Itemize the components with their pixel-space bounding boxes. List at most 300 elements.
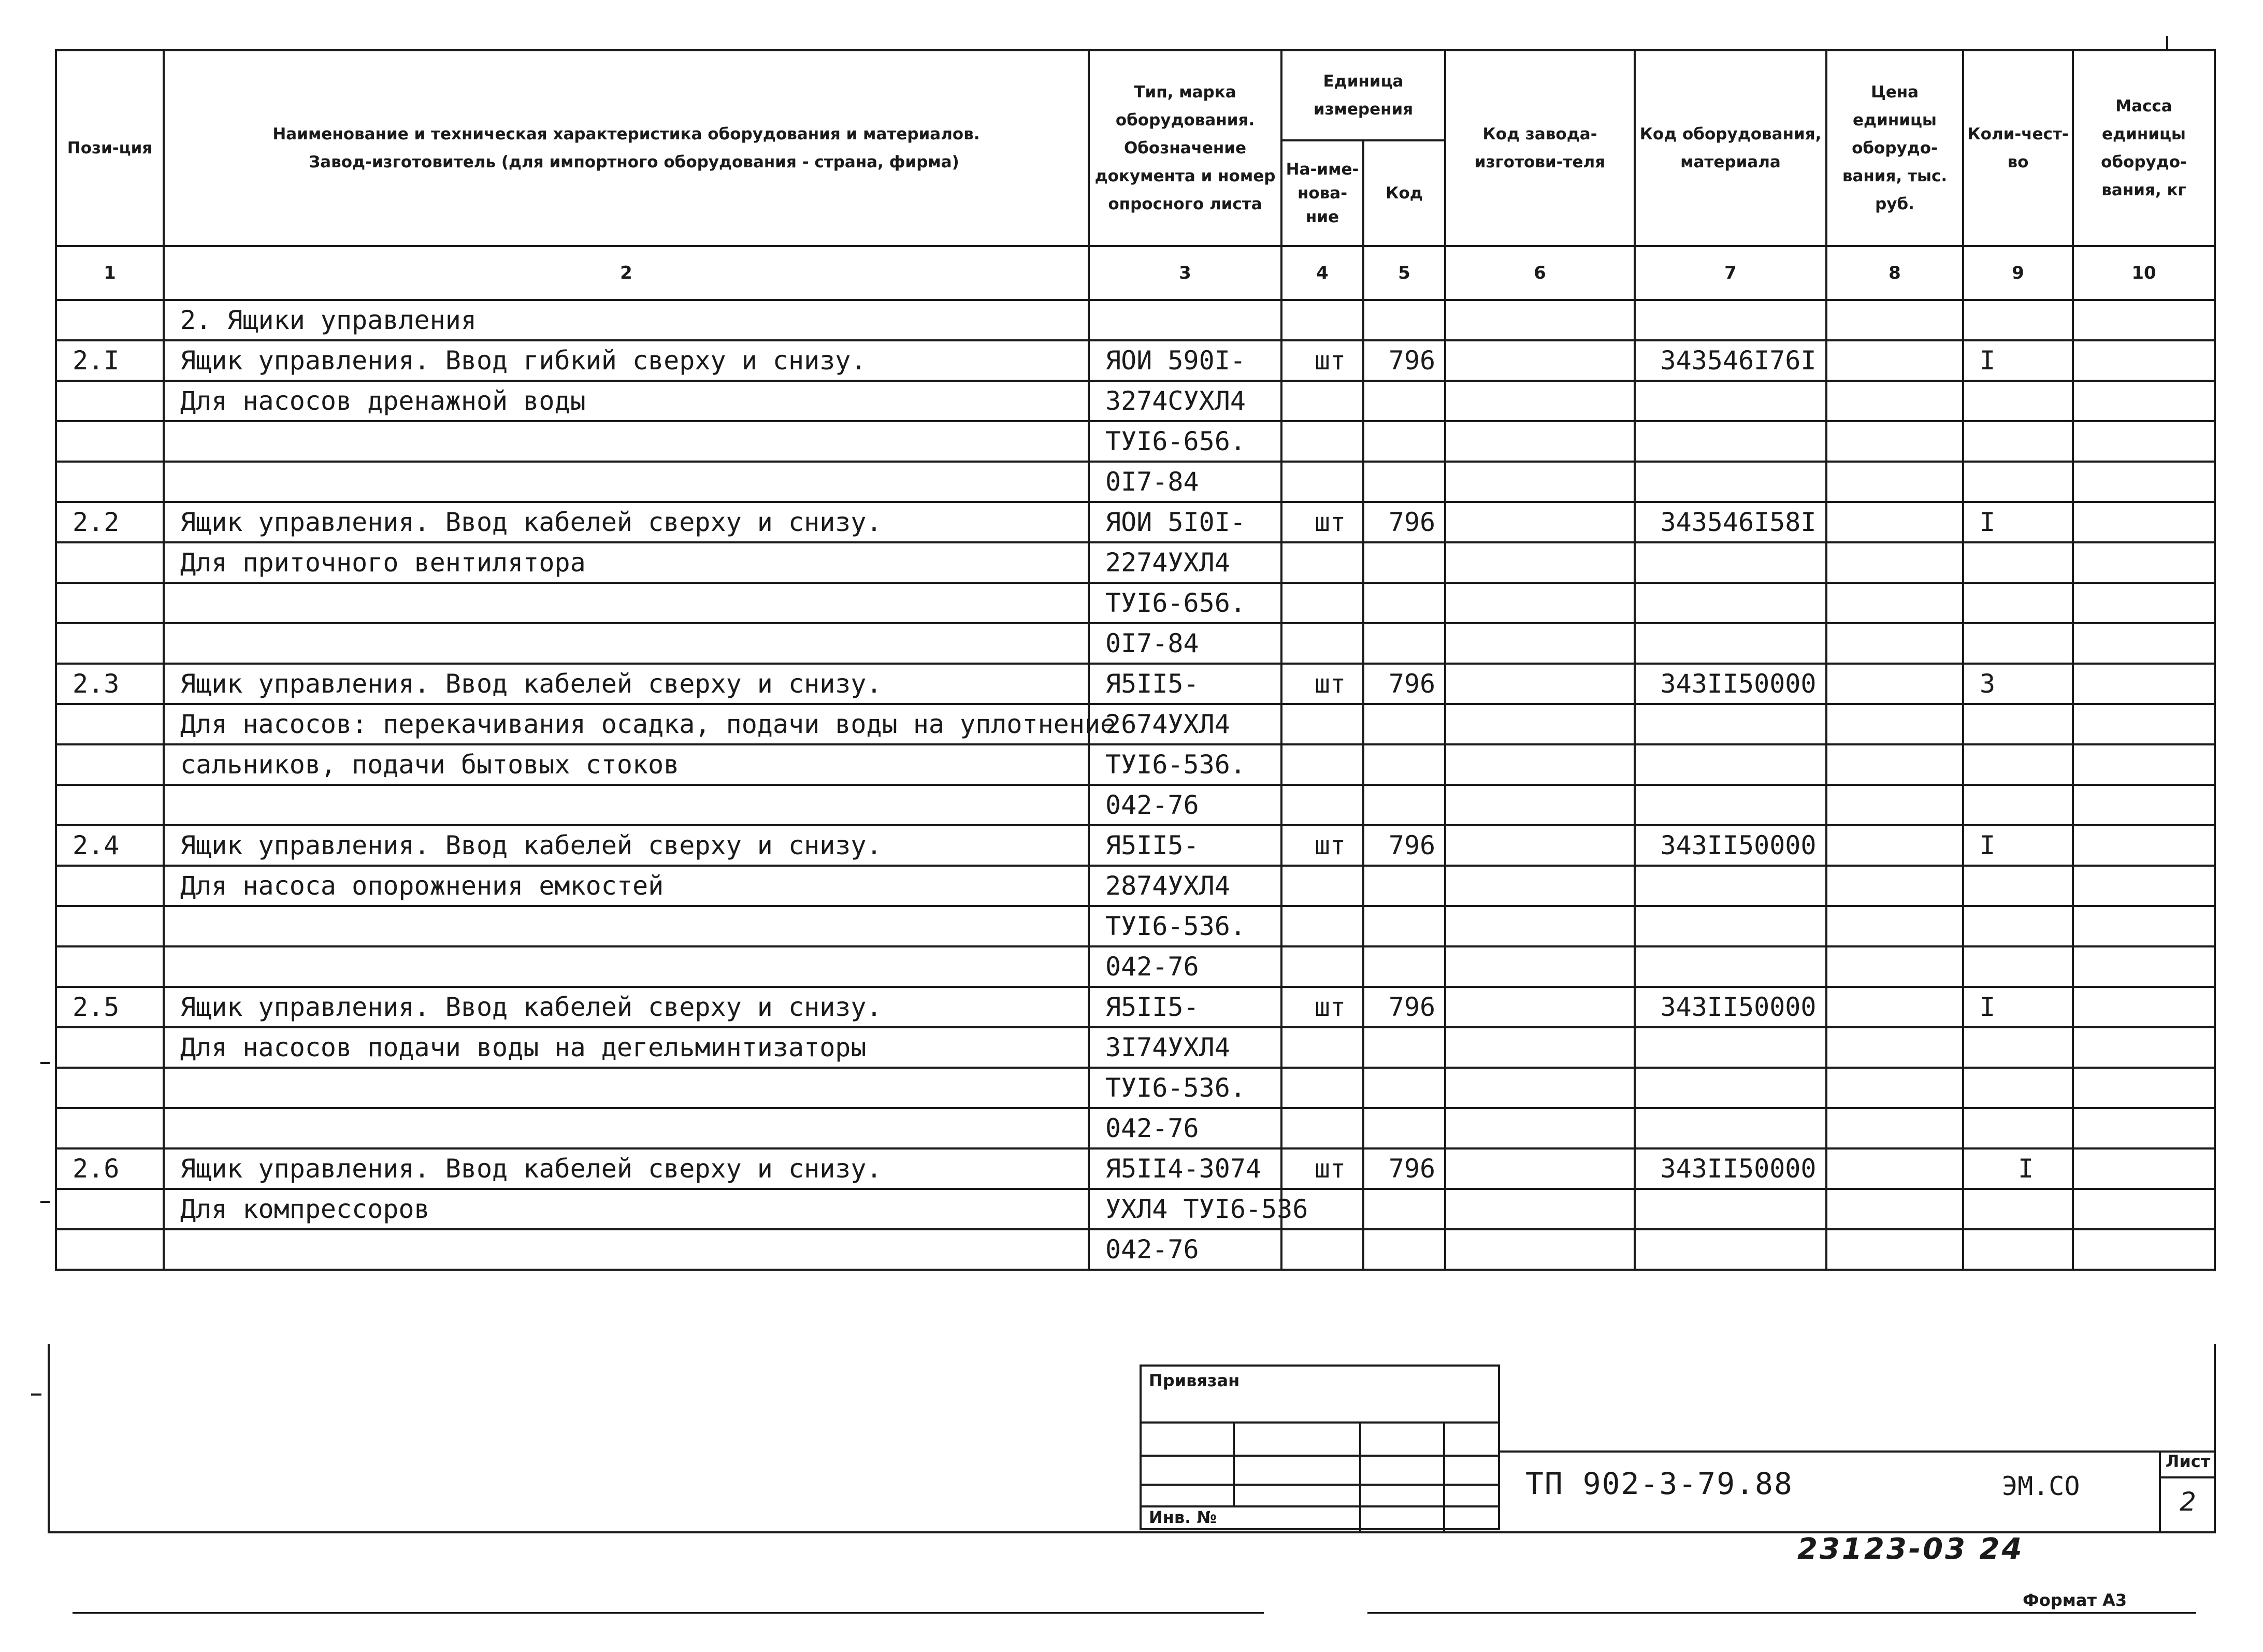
unit-cell: шт [1281, 340, 1363, 381]
column-number: 4 [1281, 246, 1363, 300]
type-cell: ТУI6-656. [1089, 583, 1281, 623]
price-cell [1826, 623, 1963, 664]
unit-code-cell: 796 [1363, 1148, 1445, 1189]
quantity-cell: I [1963, 1148, 2073, 1189]
unit-code-cell [1363, 462, 1445, 502]
equipment-code-cell: 343II50000 [1635, 664, 1826, 704]
factory-code-cell [1445, 906, 1635, 946]
header-equipment-code: Код оборудования, материала [1635, 50, 1826, 246]
price-cell [1826, 340, 1963, 381]
item-row [56, 825, 2215, 866]
factory-code-cell [1445, 502, 1635, 542]
mass-cell [2073, 381, 2215, 421]
name-cell: Ящик управления. Ввод кабелей сверху и снизу. [164, 1148, 1089, 1189]
item-continuation-row [56, 1027, 2215, 1068]
mass-cell [2073, 825, 2215, 866]
unit-cell [1281, 906, 1363, 946]
name-cell [164, 462, 1089, 502]
unit-code-cell [1363, 1108, 1445, 1148]
equipment-code-cell [1635, 1189, 1826, 1229]
equipment-code-cell: 343546I76I [1635, 340, 1826, 381]
cut-line [73, 1612, 1264, 1614]
name-cell: Ящик управления. Ввод гибкий сверху и снизу. [164, 340, 1089, 381]
type-cell: 0I7-84 [1089, 462, 1281, 502]
header-unit-group: Единица измерения [1281, 50, 1445, 140]
mass-cell [2073, 906, 2215, 946]
mass-cell [2073, 1027, 2215, 1068]
unit-code-cell: 796 [1363, 664, 1445, 704]
factory-code-cell [1445, 744, 1635, 785]
equipment-code-cell [1635, 906, 1826, 946]
margin-tick [2166, 36, 2168, 50]
type-cell: 2674УХЛ4 [1089, 704, 1281, 744]
equipment-code-cell [1635, 785, 1826, 825]
item-continuation-row [56, 1189, 2215, 1229]
inventory-label: Инв. № [1149, 1507, 1217, 1527]
bottom-frame [48, 1344, 2216, 1533]
header-name-line1: Наименование и техническая характеристика оборудования и материалов. [272, 125, 980, 143]
title-block-line [1500, 1450, 2215, 1453]
factory-code-cell [1445, 825, 1635, 866]
unit-cell [1281, 785, 1363, 825]
name-cell [164, 1229, 1089, 1270]
mass-cell [2073, 1229, 2215, 1270]
position-cell: 2.4 [56, 825, 164, 866]
item-continuation-row [56, 946, 2215, 987]
factory-code-cell [1445, 664, 1635, 704]
name-cell: сальников, подачи бытовых стоков [164, 744, 1089, 785]
price-cell [1826, 704, 1963, 744]
mass-cell [2073, 866, 2215, 906]
table-body [56, 300, 2215, 1270]
unit-cell [1281, 704, 1363, 744]
type-cell: ТУI6-656. [1089, 421, 1281, 462]
item-continuation-row [56, 1068, 2215, 1108]
unit-cell [1281, 1068, 1363, 1108]
price-cell [1826, 785, 1963, 825]
quantity-cell [1963, 744, 2073, 785]
quantity-cell [1963, 1229, 2073, 1270]
header-mass: Масса единицы оборудо-вания, кг [2073, 50, 2215, 246]
column-number: 8 [1826, 246, 1963, 300]
unit-cell [1281, 866, 1363, 906]
cut-line [1367, 1612, 2196, 1614]
header-position: Пози-ция [56, 50, 164, 246]
inventory-number: 23123-03 24 [1797, 1532, 2024, 1566]
name-cell [164, 785, 1089, 825]
quantity-cell: 3 [1963, 664, 2073, 704]
position-cell [56, 623, 164, 664]
mass-cell [2073, 744, 2215, 785]
equipment-code-cell: 343II50000 [1635, 987, 1826, 1027]
quantity-cell [1963, 381, 2073, 421]
type-cell: Я5II5- [1089, 825, 1281, 866]
equipment-code-cell [1635, 583, 1826, 623]
item-row [56, 1148, 2215, 1189]
quantity-cell [1963, 1108, 2073, 1148]
mass-cell [2073, 421, 2215, 462]
quantity-cell [1963, 421, 2073, 462]
factory-code-cell [1445, 583, 1635, 623]
mass-cell [2073, 664, 2215, 704]
mass-cell [2073, 583, 2215, 623]
equipment-code-cell [1635, 462, 1826, 502]
unit-cell [1281, 946, 1363, 987]
factory-code-cell [1445, 785, 1635, 825]
factory-code-cell [1445, 704, 1635, 744]
mass-cell [2073, 502, 2215, 542]
equipment-code-cell [1635, 1108, 1826, 1148]
quantity-cell [1963, 623, 2073, 664]
sheet-box-divider [2161, 1476, 2215, 1478]
quantity-cell: I [1963, 987, 2073, 1027]
position-cell [56, 946, 164, 987]
equipment-code-cell [1635, 1027, 1826, 1068]
item-continuation-row [56, 381, 2215, 421]
stamp-divider [1443, 1421, 1445, 1532]
header-name-line2: Завод-изготовитель (для импортного оборудования - страна, фирма) [309, 153, 959, 171]
factory-code-cell [1445, 1068, 1635, 1108]
mass-cell [2073, 785, 2215, 825]
item-continuation-row [56, 421, 2215, 462]
item-continuation-row [56, 906, 2215, 946]
mass-cell [2073, 987, 2215, 1027]
position-cell [56, 381, 164, 421]
mass-cell [2073, 1189, 2215, 1229]
mass-cell [2073, 542, 2215, 583]
quantity-cell [1963, 583, 2073, 623]
position-cell [56, 1108, 164, 1148]
name-cell: Для насосов подачи воды на дегельминтизаторы [164, 1027, 1089, 1068]
unit-cell: шт [1281, 664, 1363, 704]
equipment-code-cell: 343II50000 [1635, 825, 1826, 866]
mass-cell [2073, 1108, 2215, 1148]
name-cell: Для насоса опорожнения емкостей [164, 866, 1089, 906]
type-cell: 3274СУХЛ4 [1089, 381, 1281, 421]
mass-cell [2073, 340, 2215, 381]
unit-cell: шт [1281, 502, 1363, 542]
type-cell: ЯОИ 590I- [1089, 340, 1281, 381]
equipment-code-cell [1635, 623, 1826, 664]
sheet-label: Лист [2165, 1452, 2211, 1471]
unit-cell [1281, 744, 1363, 785]
unit-cell [1281, 462, 1363, 502]
unit-code-cell [1363, 946, 1445, 987]
mass-cell [2073, 462, 2215, 502]
item-row [56, 340, 2215, 381]
price-cell [1826, 421, 1963, 462]
column-number: 7 [1635, 246, 1826, 300]
type-cell: 2874УХЛ4 [1089, 866, 1281, 906]
name-cell [164, 906, 1089, 946]
quantity-cell [1963, 704, 2073, 744]
price-cell [1826, 583, 1963, 623]
stamp-divider [1233, 1421, 1235, 1505]
header-quantity: Коли-чест-во [1963, 50, 2073, 246]
item-row [56, 987, 2215, 1027]
unit-code-cell [1363, 704, 1445, 744]
item-continuation-row [56, 542, 2215, 583]
factory-code-cell [1445, 623, 1635, 664]
price-cell [1826, 502, 1963, 542]
position-cell [56, 542, 164, 583]
type-cell: Я5II5- [1089, 987, 1281, 1027]
unit-code-cell [1363, 744, 1445, 785]
factory-code-cell [1445, 421, 1635, 462]
position-cell [56, 1027, 164, 1068]
column-number: 2 [164, 246, 1089, 300]
name-cell [164, 946, 1089, 987]
item-continuation-row [56, 744, 2215, 785]
unit-code-cell: 796 [1363, 340, 1445, 381]
type-cell: ЯОИ 5I0I- [1089, 502, 1281, 542]
quantity-cell [1963, 1027, 2073, 1068]
price-cell [1826, 825, 1963, 866]
column-number: 5 [1363, 246, 1445, 300]
name-cell [164, 1108, 1089, 1148]
specification-table [55, 49, 2216, 1271]
type-cell: 042-76 [1089, 1229, 1281, 1270]
factory-code-cell [1445, 1148, 1635, 1189]
price-cell [1826, 946, 1963, 987]
margin-tick [31, 1394, 41, 1396]
unit-cell [1281, 1229, 1363, 1270]
equipment-code-cell [1635, 744, 1826, 785]
factory-code-cell [1445, 542, 1635, 583]
item-continuation-row [56, 866, 2215, 906]
position-cell [56, 1068, 164, 1108]
item-continuation-row [56, 704, 2215, 744]
equipment-code-cell [1635, 866, 1826, 906]
name-cell: Для компрессоров [164, 1189, 1089, 1229]
position-cell: 2.5 [56, 987, 164, 1027]
unit-code-cell: 796 [1363, 825, 1445, 866]
type-cell: УХЛ4 ТУI6-536 [1089, 1189, 1281, 1229]
quantity-cell [1963, 542, 2073, 583]
quantity-cell [1963, 1068, 2073, 1108]
unit-cell: шт [1281, 1148, 1363, 1189]
margin-tick [40, 1201, 50, 1203]
unit-code-cell [1363, 906, 1445, 946]
price-cell [1826, 866, 1963, 906]
unit-code-cell [1363, 1027, 1445, 1068]
equipment-code-cell [1635, 381, 1826, 421]
type-cell: ТУI6-536. [1089, 744, 1281, 785]
margin-tick [40, 1062, 50, 1064]
item-continuation-row [56, 785, 2215, 825]
unit-cell [1281, 381, 1363, 421]
position-cell [56, 462, 164, 502]
item-row [56, 664, 2215, 704]
quantity-cell: I [1963, 502, 2073, 542]
unit-cell [1281, 623, 1363, 664]
column-number: 9 [1963, 246, 2073, 300]
item-row [56, 502, 2215, 542]
mass-cell [2073, 1068, 2215, 1108]
equipment-code-cell [1635, 946, 1826, 987]
equipment-code-cell [1635, 1068, 1826, 1108]
header-unit-code: Код [1363, 140, 1445, 246]
format-label: Формат А3 [2023, 1590, 2127, 1610]
sheet-number-box [2159, 1450, 2215, 1533]
unit-code-cell [1363, 1229, 1445, 1270]
item-continuation-row [56, 1229, 2215, 1270]
section-title: 2. Ящики управления [164, 300, 1089, 340]
factory-code-cell [1445, 1027, 1635, 1068]
unit-code-cell [1363, 866, 1445, 906]
position-cell [56, 583, 164, 623]
position-cell [56, 704, 164, 744]
name-cell: Ящик управления. Ввод кабелей сверху и снизу. [164, 987, 1089, 1027]
equipment-code-cell: 343II50000 [1635, 1148, 1826, 1189]
type-cell: 042-76 [1089, 1108, 1281, 1148]
name-cell [164, 1068, 1089, 1108]
section-row [56, 300, 2215, 340]
equipment-code-cell [1635, 421, 1826, 462]
document-mark: ЭМ.СО [2002, 1471, 2080, 1501]
document-code: ТП 902-3-79.88 [1525, 1466, 1793, 1501]
unit-code-cell [1363, 381, 1445, 421]
price-cell [1826, 1229, 1963, 1270]
name-cell: Ящик управления. Ввод кабелей сверху и снизу. [164, 664, 1089, 704]
header-factory-code: Код завода-изготови-теля [1445, 50, 1635, 246]
quantity-cell [1963, 906, 2073, 946]
name-cell [164, 583, 1089, 623]
item-continuation-row [56, 462, 2215, 502]
factory-code-cell [1445, 462, 1635, 502]
binding-label: Привязан [1149, 1371, 1240, 1390]
unit-code-cell [1363, 1068, 1445, 1108]
price-cell [1826, 987, 1963, 1027]
name-cell: Для насосов дренажной воды [164, 381, 1089, 421]
price-cell [1826, 906, 1963, 946]
factory-code-cell [1445, 381, 1635, 421]
item-continuation-row [56, 583, 2215, 623]
item-continuation-row [56, 1108, 2215, 1148]
type-cell: ТУI6-536. [1089, 906, 1281, 946]
type-cell: 042-76 [1089, 946, 1281, 987]
price-cell [1826, 1108, 1963, 1148]
unit-code-cell [1363, 421, 1445, 462]
column-number: 1 [56, 246, 164, 300]
unit-code-cell [1363, 623, 1445, 664]
quantity-cell [1963, 462, 2073, 502]
type-cell: 042-76 [1089, 785, 1281, 825]
mass-cell [2073, 704, 2215, 744]
price-cell [1826, 381, 1963, 421]
equipment-code-cell [1635, 1229, 1826, 1270]
column-number: 6 [1445, 246, 1635, 300]
name-cell: Для приточного вентилятора [164, 542, 1089, 583]
factory-code-cell [1445, 1108, 1635, 1148]
price-cell [1826, 1148, 1963, 1189]
price-cell [1826, 1068, 1963, 1108]
unit-cell: шт [1281, 987, 1363, 1027]
type-cell: Я5II5- [1089, 664, 1281, 704]
type-cell: 3I74УХЛ4 [1089, 1027, 1281, 1068]
factory-code-cell [1445, 1229, 1635, 1270]
header-unit-name: На-име-нова-ние [1281, 140, 1363, 246]
mass-cell [2073, 623, 2215, 664]
equipment-code-cell: 343546I58I [1635, 502, 1826, 542]
name-cell [164, 623, 1089, 664]
unit-cell [1281, 1108, 1363, 1148]
factory-code-cell [1445, 946, 1635, 987]
price-cell [1826, 542, 1963, 583]
position-cell [56, 785, 164, 825]
quantity-cell [1963, 946, 2073, 987]
price-cell [1826, 462, 1963, 502]
price-cell [1826, 664, 1963, 704]
factory-code-cell [1445, 987, 1635, 1027]
stamp-divider [1359, 1421, 1361, 1532]
price-cell [1826, 1189, 1963, 1229]
type-cell: ТУI6-536. [1089, 1068, 1281, 1108]
factory-code-cell [1445, 1189, 1635, 1229]
column-number: 10 [2073, 246, 2215, 300]
name-cell [164, 421, 1089, 462]
position-cell [56, 744, 164, 785]
unit-code-cell: 796 [1363, 502, 1445, 542]
unit-cell [1281, 583, 1363, 623]
unit-cell: шт [1281, 825, 1363, 866]
quantity-cell [1963, 1189, 2073, 1229]
name-cell: Ящик управления. Ввод кабелей сверху и снизу. [164, 825, 1089, 866]
header-price: Цена единицы оборудо-вания, тыс. руб. [1826, 50, 1963, 246]
unit-code-cell [1363, 785, 1445, 825]
position-cell: 2.2 [56, 502, 164, 542]
quantity-cell: I [1963, 340, 2073, 381]
unit-cell [1281, 542, 1363, 583]
quantity-cell [1963, 866, 2073, 906]
position-cell [56, 906, 164, 946]
type-cell: 0I7-84 [1089, 623, 1281, 664]
unit-code-cell [1363, 542, 1445, 583]
column-numbers-row [56, 246, 2215, 300]
unit-code-cell [1363, 1189, 1445, 1229]
mass-cell [2073, 1148, 2215, 1189]
sheet-number: 2 [2180, 1487, 2196, 1517]
position-cell [56, 1189, 164, 1229]
header-type: Тип, марка оборудования. Обозначение документа и номер опросного листа [1089, 50, 1281, 246]
name-cell: Ящик управления. Ввод кабелей сверху и снизу. [164, 502, 1089, 542]
header-name [164, 50, 1089, 246]
column-number: 3 [1089, 246, 1281, 300]
unit-code-cell [1363, 583, 1445, 623]
quantity-cell [1963, 785, 2073, 825]
mass-cell [2073, 946, 2215, 987]
position-cell [56, 866, 164, 906]
item-continuation-row [56, 623, 2215, 664]
type-cell: Я5II4-3074 [1089, 1148, 1281, 1189]
factory-code-cell [1445, 866, 1635, 906]
equipment-code-cell [1635, 542, 1826, 583]
equipment-code-cell [1635, 704, 1826, 744]
position-cell: 2.3 [56, 664, 164, 704]
unit-cell [1281, 421, 1363, 462]
unit-code-cell: 796 [1363, 987, 1445, 1027]
price-cell [1826, 744, 1963, 785]
position-cell: 2.I [56, 340, 164, 381]
unit-cell [1281, 1027, 1363, 1068]
position-cell [56, 421, 164, 462]
header-row [56, 50, 2215, 140]
position-cell [56, 1229, 164, 1270]
position-cell: 2.6 [56, 1148, 164, 1189]
type-cell: 2274УХЛ4 [1089, 542, 1281, 583]
price-cell [1826, 1027, 1963, 1068]
name-cell: Для насосов: перекачивания осадка, подачи воды на уплотнение [164, 704, 1089, 744]
